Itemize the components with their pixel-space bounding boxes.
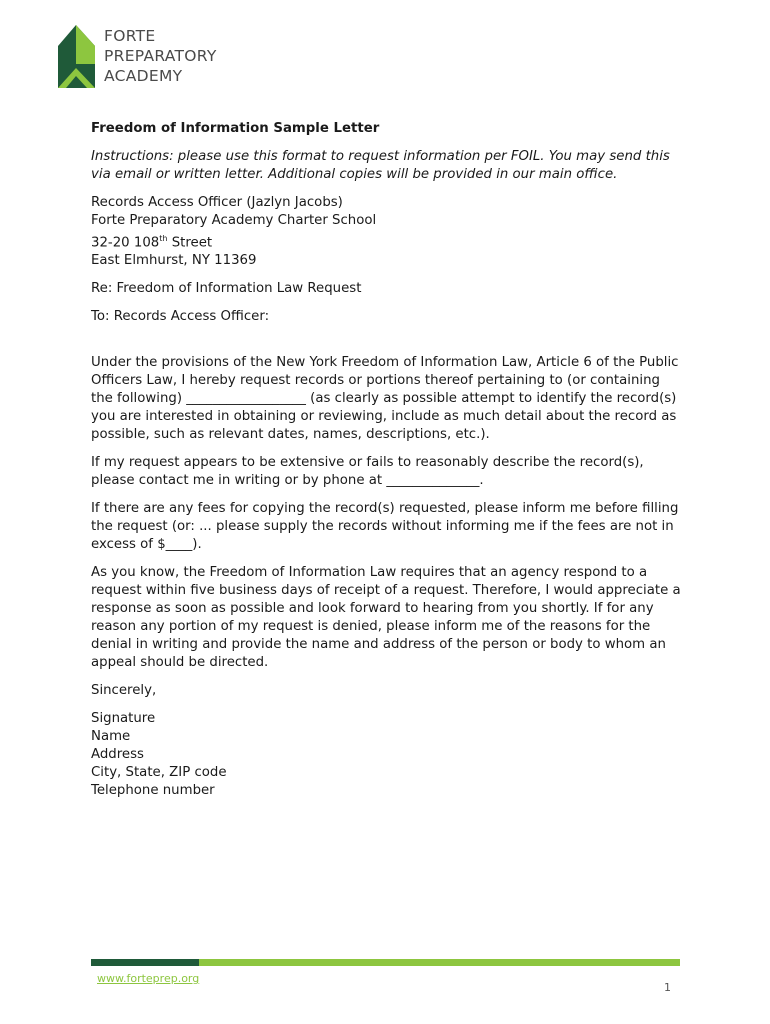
telephone-line: Telephone number: [91, 783, 215, 799]
footer-bar-dark: [91, 959, 199, 966]
recipient-city: East Elmhurst, NY 11369: [91, 253, 257, 269]
body-paragraph-1: Under the provisions of the New York Freedom of Information Law, Article 6 of the Public Officers Law, I hereby request records or portions thereof pertaining to (or containing the following) __________________ (as clearly as possible attempt to identify the record(s) you are interested in obtaining or reviewing, include as much detail about the record as possible, such as relevant dates, names, descriptions, etc.).: [91, 355, 679, 443]
street-name: Street: [167, 235, 213, 251]
document-title: Freedom of Information Sample Letter: [91, 121, 380, 136]
recipient-name: Records Access Officer (Jazlyn Jacobs): [91, 195, 343, 210]
body-paragraph-2: If my request appears to be extensive or fails to reasonably describe the record(s), please contact me in writing or by phone at ______________.: [91, 455, 644, 489]
recipient-address: [91, 194, 681, 270]
logo-line-3: ACADEMY: [104, 67, 183, 85]
logo-line-1: FORTE: [104, 27, 156, 45]
street-number: 32-20 108: [91, 235, 160, 251]
re-line: Re: Freedom of Information Law Request: [91, 281, 362, 297]
body-paragraph-4: As you know, the Freedom of Information Law requires that an agency respond to a request within five business days of receipt of a request. Therefore, I would appreciate a response as soon as possible and look forward to hearing from you shortly. If for any reason any portion of my request is denied, please inform me of the reasons for the denial in writing and provide the name and address of the person or body to whom an appeal should be directed.: [91, 565, 681, 671]
street-suffix: th: [159, 234, 168, 243]
footer-bar-light: [199, 959, 680, 966]
website-link[interactable]: www.forteprep.org: [97, 972, 200, 985]
body-paragraph-3: If there are any fees for copying the record(s) requested, please inform me before filling the request (or: ... please supply the records without informing me if the fees are not in excess of $____).: [91, 501, 679, 553]
name-line: Name: [91, 729, 131, 745]
instructions-text: Instructions: please use this format to request information per FOIL. You may send this via email or written letter. Additional copies will be provided in our main office.: [91, 149, 670, 182]
school-logo: [57, 24, 237, 92]
house-emblem-icon: [57, 24, 101, 90]
page-number: 1: [664, 981, 671, 994]
signature-line: Signature: [91, 711, 156, 727]
address-line: Address: [91, 747, 144, 763]
logo-wordmark: [104, 26, 217, 86]
salutation: To: Records Access Officer:: [91, 309, 270, 325]
letter-body: [91, 120, 681, 800]
closing: Sincerely,: [91, 683, 157, 699]
recipient-org: Forte Preparatory Academy Charter School: [91, 213, 377, 228]
recipient-street: [91, 230, 681, 252]
signature-block: [91, 710, 681, 800]
city-state-zip-line: City, State, ZIP code: [91, 765, 227, 781]
logo-line-2: PREPARATORY: [104, 47, 217, 65]
